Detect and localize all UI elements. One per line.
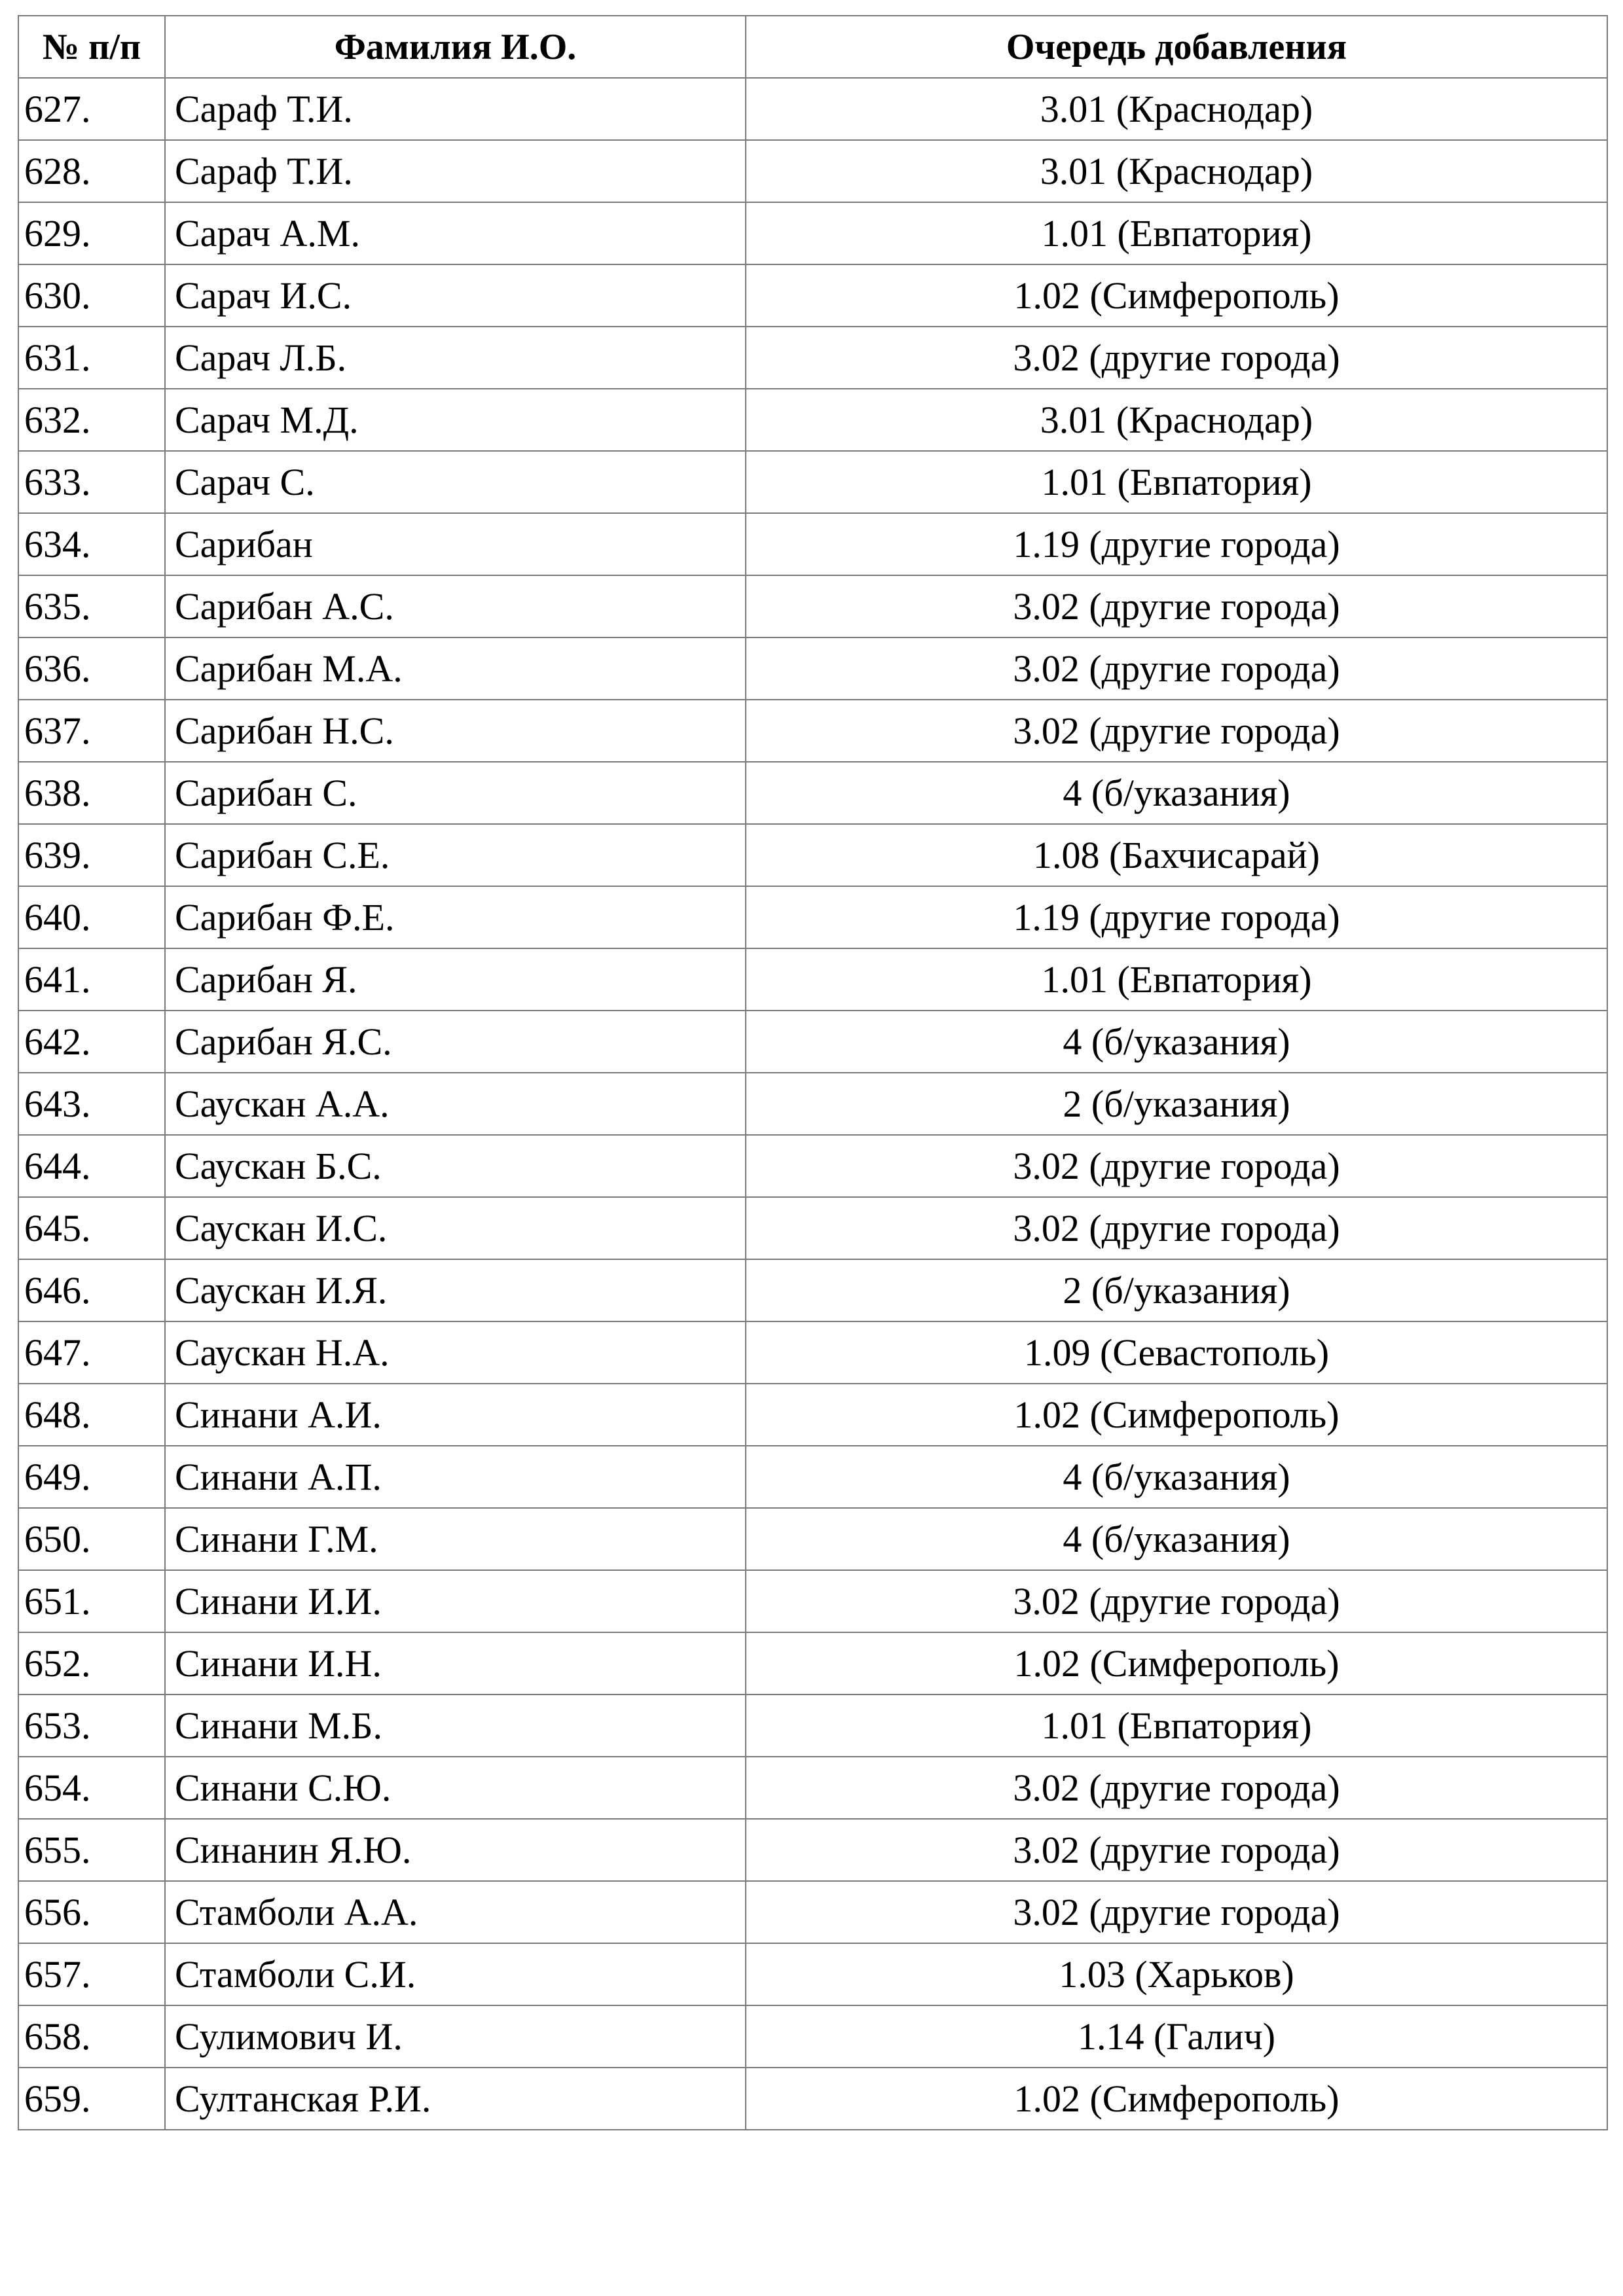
row-name-cell: Синани А.И. bbox=[165, 1384, 746, 1446]
row-name-cell: Сарач Л.Б. bbox=[165, 327, 746, 389]
row-number-cell: 631. bbox=[18, 327, 165, 389]
row-number-cell: 636. bbox=[18, 637, 165, 700]
row-number-cell: 658. bbox=[18, 2005, 165, 2068]
row-number-cell: 640. bbox=[18, 886, 165, 948]
table-row bbox=[18, 2005, 1607, 2068]
row-name-cell: Саускан Н.А. bbox=[165, 1321, 746, 1384]
row-queue-cell: 1.03 (Харьков) bbox=[746, 1943, 1607, 2005]
row-queue-cell: 1.09 (Севастополь) bbox=[746, 1321, 1607, 1384]
row-name-cell: Сарибан Н.С. bbox=[165, 700, 746, 762]
row-number-cell: 650. bbox=[18, 1508, 165, 1570]
row-name-cell: Сарибан М.А. bbox=[165, 637, 746, 700]
table-row bbox=[18, 1695, 1607, 1757]
row-name-cell: Сарач А.М. bbox=[165, 202, 746, 264]
row-queue-cell: 3.01 (Краснодар) bbox=[746, 78, 1607, 140]
row-number-cell: 634. bbox=[18, 513, 165, 575]
table-row bbox=[18, 1943, 1607, 2005]
row-name-cell: Сараф Т.И. bbox=[165, 140, 746, 202]
row-queue-cell: 1.01 (Евпатория) bbox=[746, 202, 1607, 264]
row-number-cell: 647. bbox=[18, 1321, 165, 1384]
table-row bbox=[18, 1135, 1607, 1197]
row-name-cell: Синани М.Б. bbox=[165, 1695, 746, 1757]
row-number-cell: 641. bbox=[18, 948, 165, 1011]
row-number-cell: 644. bbox=[18, 1135, 165, 1197]
row-queue-cell: 1.02 (Симферополь) bbox=[746, 1632, 1607, 1695]
row-name-cell: Сарибан Я.С. bbox=[165, 1011, 746, 1073]
row-queue-cell: 1.19 (другие города) bbox=[746, 513, 1607, 575]
table-row bbox=[18, 1881, 1607, 1943]
table-row bbox=[18, 1632, 1607, 1695]
row-number-cell: 637. bbox=[18, 700, 165, 762]
table-row bbox=[18, 824, 1607, 886]
row-queue-cell: 3.02 (другие города) bbox=[746, 700, 1607, 762]
row-queue-cell: 4 (б/указания) bbox=[746, 1508, 1607, 1570]
row-number-cell: 632. bbox=[18, 389, 165, 451]
row-name-cell: Синани И.Н. bbox=[165, 1632, 746, 1695]
table-row bbox=[18, 762, 1607, 824]
row-name-cell: Сулимович И. bbox=[165, 2005, 746, 2068]
row-name-cell: Сарибан Ф.Е. bbox=[165, 886, 746, 948]
table-row bbox=[18, 389, 1607, 451]
row-name-cell: Султанская Р.И. bbox=[165, 2068, 746, 2130]
table-row bbox=[18, 1757, 1607, 1819]
row-number-cell: 628. bbox=[18, 140, 165, 202]
row-name-cell: Синанин Я.Ю. bbox=[165, 1819, 746, 1881]
table-row bbox=[18, 1073, 1607, 1135]
row-queue-cell: 1.08 (Бахчисарай) bbox=[746, 824, 1607, 886]
row-queue-cell: 1.19 (другие города) bbox=[746, 886, 1607, 948]
table-row bbox=[18, 700, 1607, 762]
row-queue-cell: 1.02 (Симферополь) bbox=[746, 1384, 1607, 1446]
table-row bbox=[18, 948, 1607, 1011]
row-name-cell: Сарибан Я. bbox=[165, 948, 746, 1011]
row-name-cell: Сарач М.Д. bbox=[165, 389, 746, 451]
row-name-cell: Саускан А.А. bbox=[165, 1073, 746, 1135]
row-queue-cell: 3.02 (другие города) bbox=[746, 1570, 1607, 1632]
row-queue-cell: 3.02 (другие города) bbox=[746, 637, 1607, 700]
row-name-cell: Сарибан А.С. bbox=[165, 575, 746, 637]
row-queue-cell: 1.14 (Галич) bbox=[746, 2005, 1607, 2068]
register-table bbox=[18, 15, 1608, 2130]
table-row bbox=[18, 1446, 1607, 1508]
table-row bbox=[18, 1384, 1607, 1446]
table-row bbox=[18, 886, 1607, 948]
row-queue-cell: 3.01 (Краснодар) bbox=[746, 140, 1607, 202]
row-number-cell: 657. bbox=[18, 1943, 165, 2005]
row-queue-cell: 1.01 (Евпатория) bbox=[746, 451, 1607, 513]
row-queue-cell: 1.02 (Симферополь) bbox=[746, 2068, 1607, 2130]
table-row bbox=[18, 1011, 1607, 1073]
table-row bbox=[18, 1259, 1607, 1321]
table-row bbox=[18, 78, 1607, 140]
row-number-cell: 643. bbox=[18, 1073, 165, 1135]
row-number-cell: 627. bbox=[18, 78, 165, 140]
header-row bbox=[18, 16, 1607, 78]
table-row bbox=[18, 2068, 1607, 2130]
row-name-cell: Сарибан С.Е. bbox=[165, 824, 746, 886]
row-number-cell: 652. bbox=[18, 1632, 165, 1695]
row-number-cell: 639. bbox=[18, 824, 165, 886]
row-name-cell: Саускан И.С. bbox=[165, 1197, 746, 1259]
row-number-cell: 642. bbox=[18, 1011, 165, 1073]
table-row bbox=[18, 575, 1607, 637]
row-queue-cell: 3.01 (Краснодар) bbox=[746, 389, 1607, 451]
row-queue-cell: 3.02 (другие города) bbox=[746, 1881, 1607, 1943]
row-queue-cell: 3.02 (другие города) bbox=[746, 575, 1607, 637]
row-number-cell: 645. bbox=[18, 1197, 165, 1259]
row-number-cell: 648. bbox=[18, 1384, 165, 1446]
table-row bbox=[18, 1508, 1607, 1570]
row-queue-cell: 3.02 (другие города) bbox=[746, 1135, 1607, 1197]
table-row bbox=[18, 327, 1607, 389]
row-queue-cell: 3.02 (другие города) bbox=[746, 1197, 1607, 1259]
table-body bbox=[18, 78, 1607, 2130]
table-row bbox=[18, 637, 1607, 700]
row-name-cell: Сарач С. bbox=[165, 451, 746, 513]
row-number-cell: 655. bbox=[18, 1819, 165, 1881]
row-number-cell: 653. bbox=[18, 1695, 165, 1757]
row-number-cell: 651. bbox=[18, 1570, 165, 1632]
row-queue-cell: 4 (б/указания) bbox=[746, 1446, 1607, 1508]
row-queue-cell: 1.01 (Евпатория) bbox=[746, 1695, 1607, 1757]
row-number-cell: 659. bbox=[18, 2068, 165, 2130]
row-queue-cell: 3.02 (другие города) bbox=[746, 1819, 1607, 1881]
row-queue-cell: 4 (б/указания) bbox=[746, 1011, 1607, 1073]
row-queue-cell: 3.02 (другие города) bbox=[746, 327, 1607, 389]
table-row bbox=[18, 140, 1607, 202]
row-name-cell: Саускан Б.С. bbox=[165, 1135, 746, 1197]
row-queue-cell: 1.01 (Евпатория) bbox=[746, 948, 1607, 1011]
row-number-cell: 654. bbox=[18, 1757, 165, 1819]
table-row bbox=[18, 513, 1607, 575]
table-row bbox=[18, 264, 1607, 327]
row-queue-cell: 2 (б/указания) bbox=[746, 1073, 1607, 1135]
row-name-cell: Синани Г.М. bbox=[165, 1508, 746, 1570]
row-number-cell: 638. bbox=[18, 762, 165, 824]
table-row bbox=[18, 1570, 1607, 1632]
row-queue-cell: 3.02 (другие города) bbox=[746, 1757, 1607, 1819]
row-number-cell: 630. bbox=[18, 264, 165, 327]
row-name-cell: Стамболи С.И. bbox=[165, 1943, 746, 2005]
table-row bbox=[18, 202, 1607, 264]
row-name-cell: Саускан И.Я. bbox=[165, 1259, 746, 1321]
row-queue-cell: 1.02 (Симферополь) bbox=[746, 264, 1607, 327]
row-queue-cell: 2 (б/указания) bbox=[746, 1259, 1607, 1321]
row-name-cell: Сарач И.С. bbox=[165, 264, 746, 327]
row-name-cell: Сарибан С. bbox=[165, 762, 746, 824]
row-number-cell: 649. bbox=[18, 1446, 165, 1508]
row-name-cell: Синани И.И. bbox=[165, 1570, 746, 1632]
table-row bbox=[18, 1321, 1607, 1384]
header-number: № п/п bbox=[18, 16, 165, 78]
row-name-cell: Стамболи А.А. bbox=[165, 1881, 746, 1943]
row-number-cell: 635. bbox=[18, 575, 165, 637]
row-queue-cell: 4 (б/указания) bbox=[746, 762, 1607, 824]
row-number-cell: 646. bbox=[18, 1259, 165, 1321]
row-name-cell: Синани А.П. bbox=[165, 1446, 746, 1508]
header-queue: Очередь добавления bbox=[746, 16, 1607, 78]
row-number-cell: 629. bbox=[18, 202, 165, 264]
header-name: Фамилия И.О. bbox=[165, 16, 746, 78]
row-name-cell: Сараф Т.И. bbox=[165, 78, 746, 140]
row-name-cell: Сарибан bbox=[165, 513, 746, 575]
row-name-cell: Синани С.Ю. bbox=[165, 1757, 746, 1819]
row-number-cell: 633. bbox=[18, 451, 165, 513]
table-row bbox=[18, 1819, 1607, 1881]
table-row bbox=[18, 451, 1607, 513]
row-number-cell: 656. bbox=[18, 1881, 165, 1943]
table-row bbox=[18, 1197, 1607, 1259]
table-header bbox=[18, 16, 1607, 78]
